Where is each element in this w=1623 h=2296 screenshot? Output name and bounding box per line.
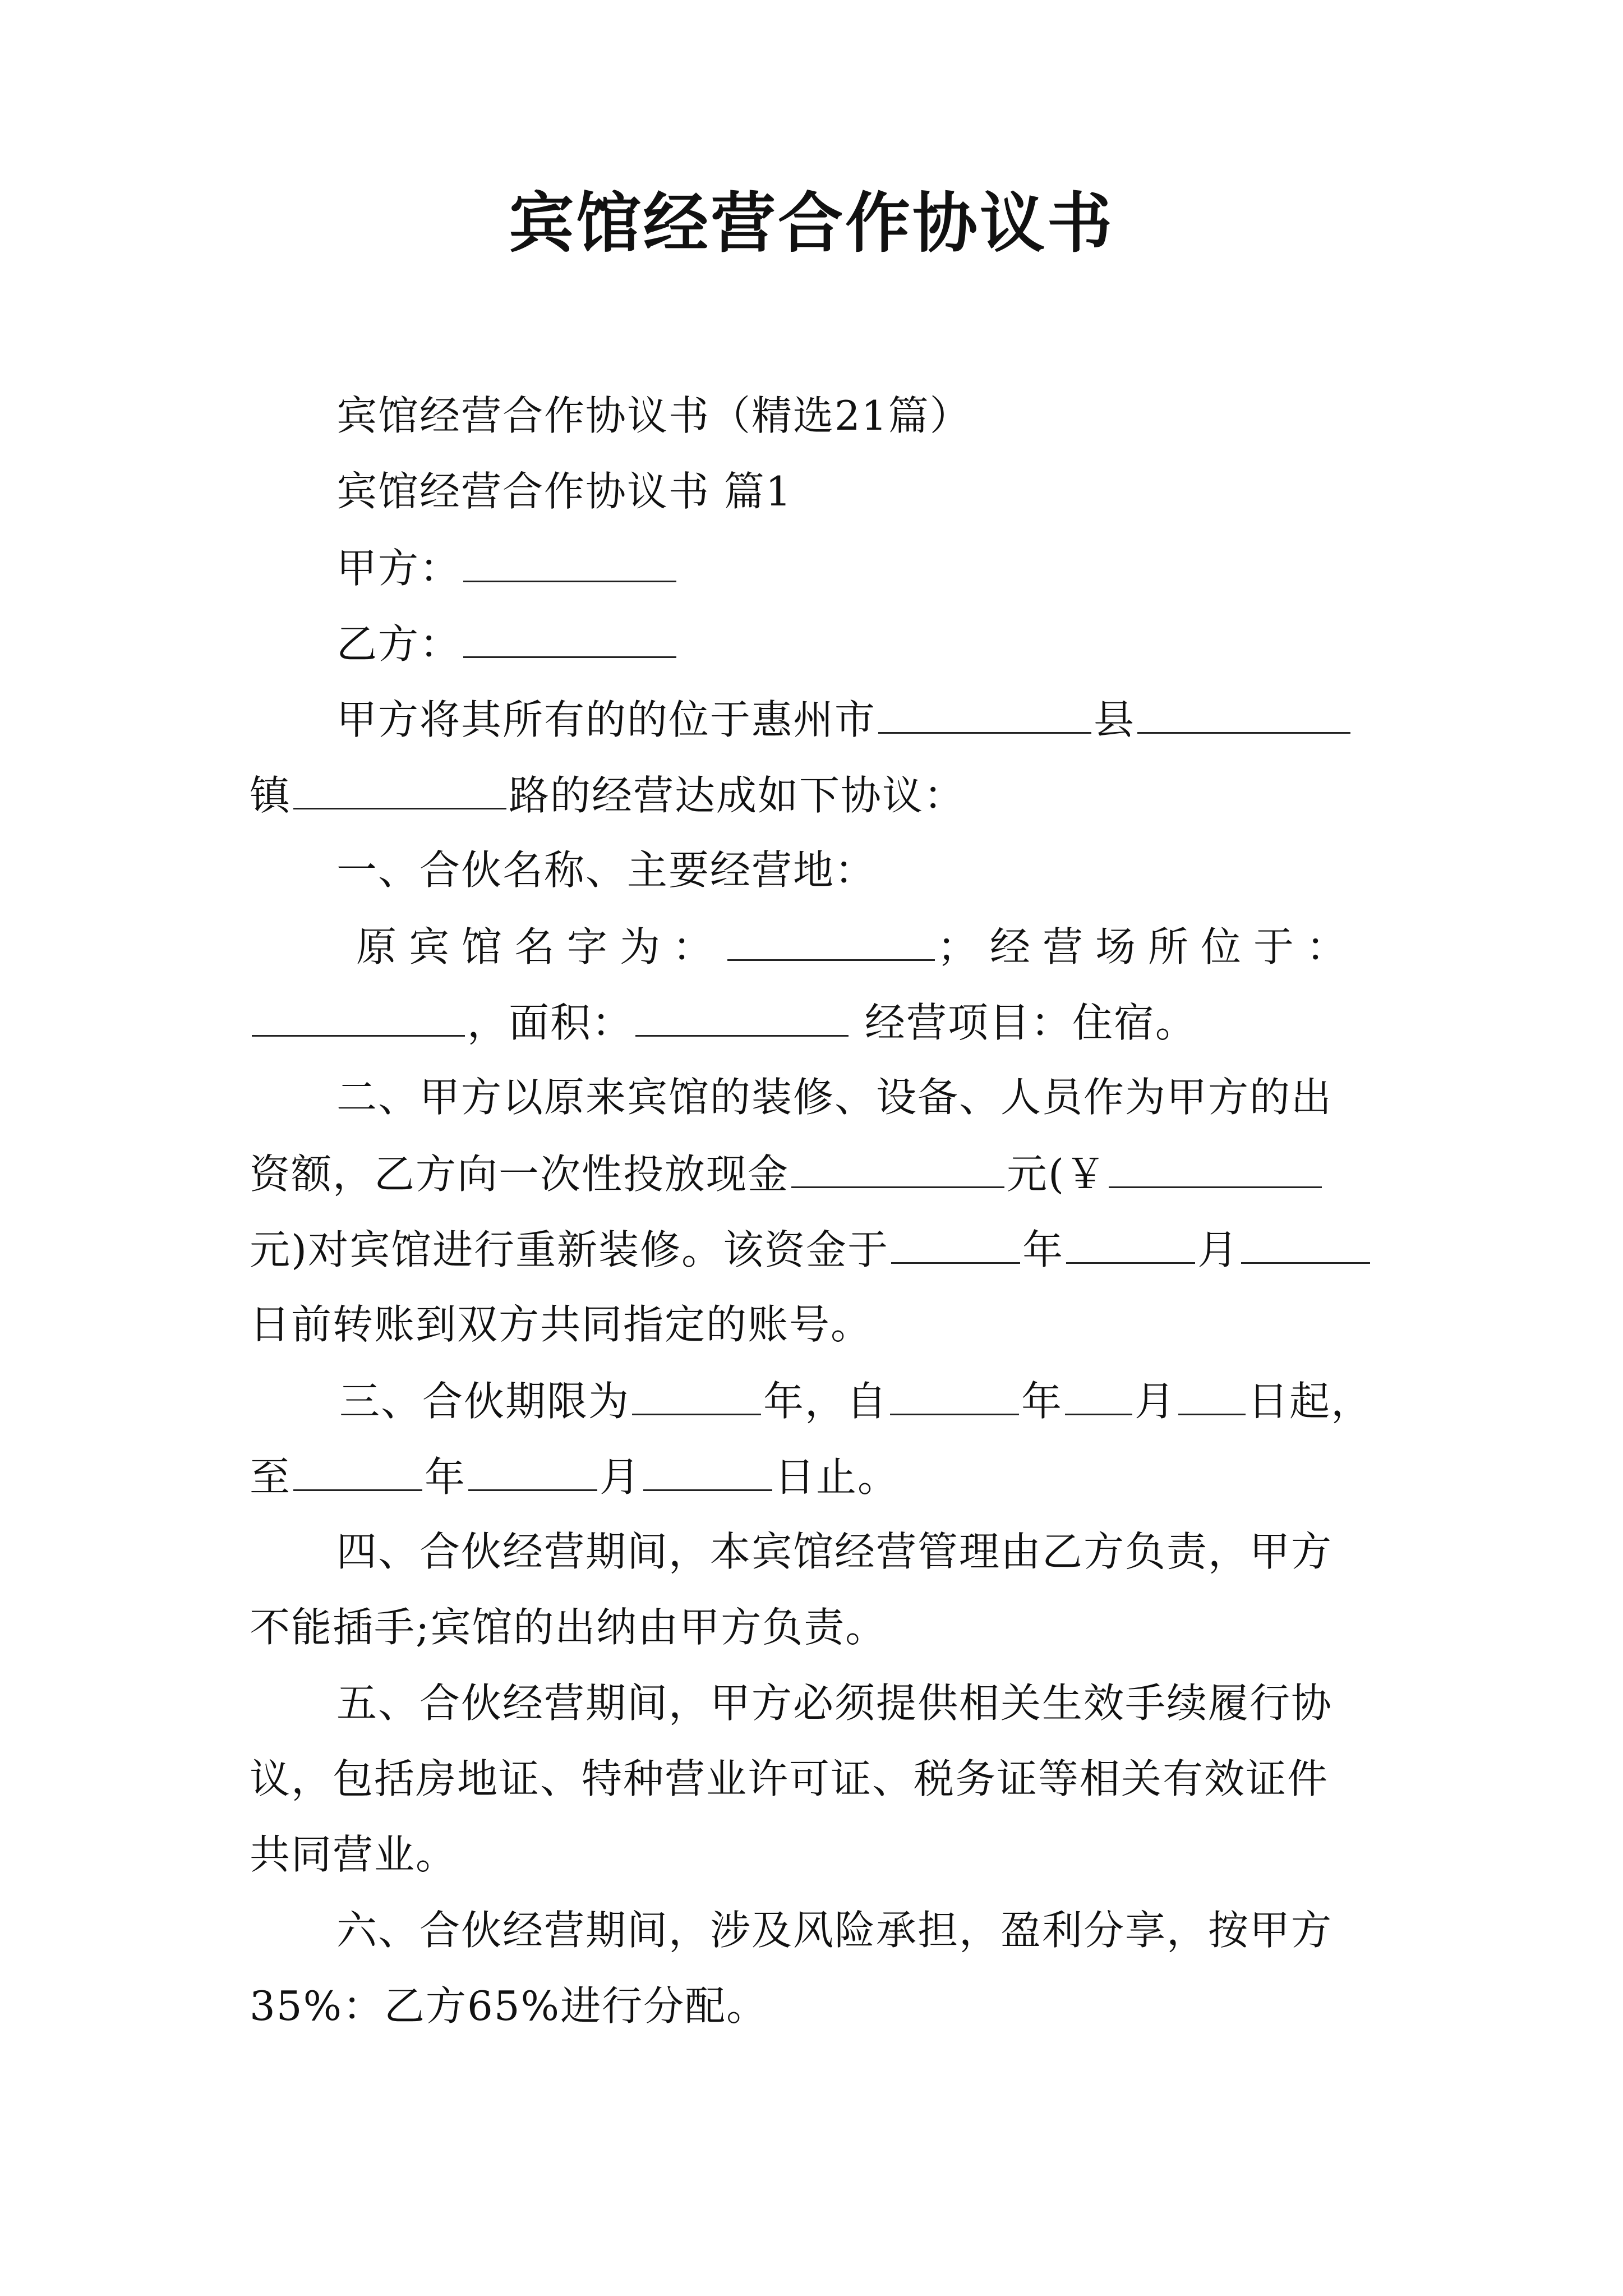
p7-line-2 bbox=[250, 1755, 1329, 1802]
p7-text-a: 五、合伙经营期间，甲方必须提供相关生效手续履行协 bbox=[336, 1680, 1333, 1727]
p6-text-a: 四、合伙经营期间，本宾馆经营管理由乙方负责，甲方 bbox=[336, 1528, 1333, 1575]
party-a-label: 甲方： bbox=[336, 545, 462, 592]
p3-text-c: ，面积： bbox=[467, 999, 634, 1046]
document-title: 宾馆经营合作协议书 bbox=[509, 185, 1114, 261]
city-blank bbox=[878, 698, 1091, 734]
town-blank bbox=[293, 774, 506, 809]
party-b-label: 乙方： bbox=[336, 620, 462, 668]
p1-text-d: 路的经营达成如下协议： bbox=[509, 772, 966, 819]
p8-text-b: 35%：乙方65%进行分配。 bbox=[250, 1982, 768, 2030]
p1-line-2 bbox=[250, 772, 966, 819]
end-day-blank bbox=[643, 1456, 772, 1491]
p5-text-g: 年 bbox=[425, 1453, 467, 1501]
p4-line-4 bbox=[250, 1301, 873, 1348]
p5-line-2 bbox=[250, 1453, 900, 1501]
p4-text-b: 资额，乙方向一次性投放现金 bbox=[250, 1151, 790, 1198]
p4-text-d: 元)对宾馆进行重新装修。该资金于 bbox=[250, 1226, 889, 1273]
p5-text-d: 月 bbox=[1135, 1378, 1177, 1425]
p7-text-b: 议，包括房地证、特种营业许可证、税务证等相关有效证件 bbox=[250, 1755, 1329, 1802]
subtitle-line bbox=[336, 392, 971, 439]
p2-text: 一、合伙名称、主要经营地： bbox=[336, 846, 877, 894]
start-month-blank bbox=[1065, 1380, 1132, 1415]
p6-line-1 bbox=[336, 1528, 1333, 1575]
fund-year-blank bbox=[891, 1228, 1020, 1264]
hotel-name-blank bbox=[727, 926, 935, 961]
p5-text-f: 至 bbox=[250, 1453, 292, 1501]
fund-month-blank bbox=[1066, 1228, 1195, 1264]
p8-text-a: 六、合伙经营期间，涉及风险承担，盈利分享，按甲方 bbox=[336, 1907, 1333, 1954]
p3-text-a: 原宾馆名字为： bbox=[356, 923, 726, 970]
start-day-blank bbox=[1178, 1380, 1246, 1415]
p4-text-f: 月 bbox=[1197, 1226, 1239, 1273]
party-b-blank bbox=[463, 623, 676, 658]
fund-day-blank bbox=[1241, 1228, 1370, 1264]
p1-text-a: 甲方将其所有的的位于惠州市 bbox=[336, 696, 877, 743]
p2-line bbox=[336, 846, 877, 894]
p5-text-b: 年，自 bbox=[763, 1378, 888, 1425]
p7-line-1 bbox=[336, 1680, 1333, 1727]
p5-text-c: 年 bbox=[1021, 1378, 1063, 1425]
start-year-blank bbox=[890, 1380, 1019, 1415]
party-a-line bbox=[336, 545, 679, 592]
area-blank bbox=[635, 1001, 849, 1037]
section-title-text: 宾馆经营合作协议书 篇1 bbox=[336, 468, 792, 515]
section-title-line bbox=[336, 468, 792, 515]
county-blank bbox=[1137, 698, 1350, 734]
location-blank bbox=[252, 1001, 465, 1037]
p4-text-c: 元(￥ bbox=[1007, 1151, 1107, 1198]
party-a-blank bbox=[463, 547, 676, 582]
p5-line-1 bbox=[339, 1378, 1373, 1425]
p5-text-h: 月 bbox=[600, 1453, 642, 1501]
p5-text-a: 三、合伙期限为 bbox=[339, 1378, 630, 1425]
p1-text-b: 县 bbox=[1094, 696, 1136, 743]
term-years-blank bbox=[632, 1380, 761, 1415]
p1-text-c: 镇 bbox=[250, 772, 292, 819]
p4-line-3 bbox=[250, 1226, 1372, 1273]
p5-text-e: 日起， bbox=[1248, 1378, 1373, 1425]
p5-text-i: 日止。 bbox=[774, 1453, 900, 1501]
p3-text-b: ；经营场所位于： bbox=[937, 923, 1359, 970]
p6-line-2 bbox=[250, 1604, 887, 1651]
p4-line-1 bbox=[336, 1074, 1333, 1121]
p1-line-1 bbox=[336, 696, 1353, 743]
p7-line-3 bbox=[250, 1831, 458, 1878]
end-year-blank bbox=[293, 1456, 422, 1491]
p4-text-g: 日前转账到双方共同指定的账号。 bbox=[250, 1301, 873, 1348]
p4-text-e: 年 bbox=[1022, 1226, 1064, 1273]
p8-line-2 bbox=[250, 1982, 768, 2030]
p4-line-2 bbox=[250, 1151, 1324, 1198]
cash-figure-blank bbox=[1109, 1153, 1322, 1188]
p3-text-d: 经营项目：住宿。 bbox=[864, 999, 1197, 1046]
end-month-blank bbox=[468, 1456, 597, 1491]
p6-text-b: 不能插手;宾馆的出纳由甲方负责。 bbox=[250, 1604, 887, 1651]
p8-line-1 bbox=[336, 1907, 1333, 1954]
p3-line-2 bbox=[250, 999, 1197, 1046]
p3-line-1 bbox=[356, 923, 1359, 970]
p7-text-c: 共同营业。 bbox=[250, 1831, 458, 1878]
subtitle-text: 宾馆经营合作协议书（精选21篇） bbox=[336, 392, 971, 439]
cash-amount-blank bbox=[791, 1153, 1004, 1188]
p4-text-a: 二、甲方以原来宾馆的装修、设备、人员作为甲方的出 bbox=[336, 1074, 1333, 1121]
party-b-line bbox=[336, 620, 679, 668]
